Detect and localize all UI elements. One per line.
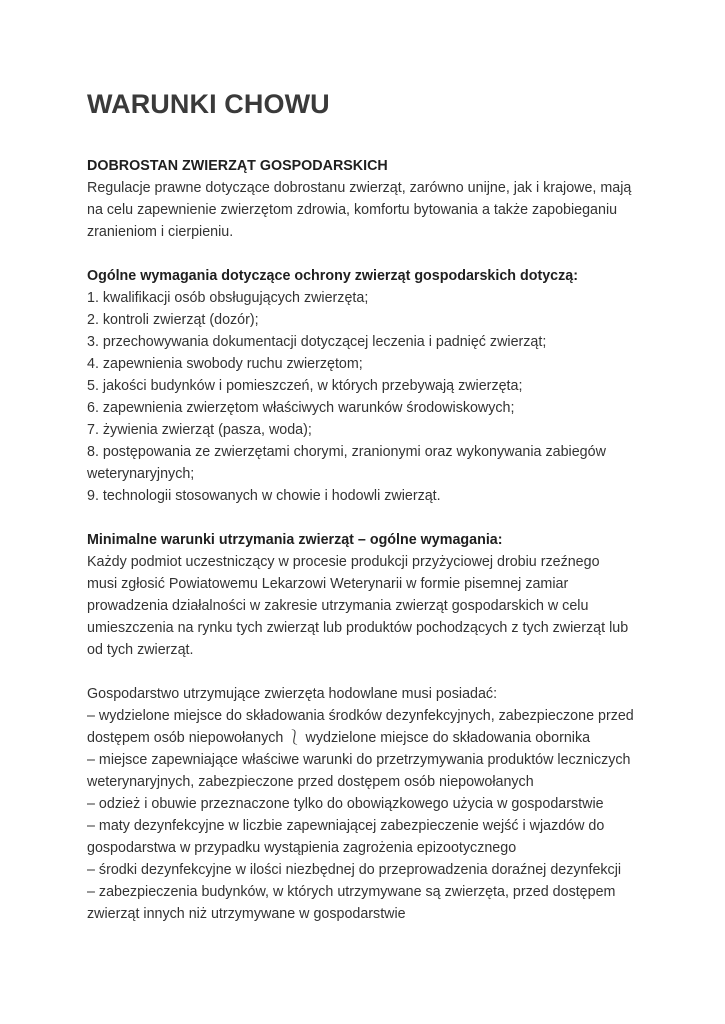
section-general-requirements — [87, 265, 645, 507]
spacer — [87, 243, 645, 265]
list-item: 2. kontroli zwierząt (dozór); — [87, 312, 259, 328]
list-item: – odzież i obuwie przeznaczone tylko do obowiązkowego użycia w gospodarstwie — [87, 796, 604, 812]
list-item: 3. przechowywania dokumentacji dotyczącej leczenia i padnięć zwierząt; — [87, 334, 547, 350]
list-item: weterynaryjnych, zabezpieczone przed dostępem osób niepowołanych — [87, 774, 534, 790]
list-item: dostępem osób niepowołanych ⎱ wydzielone miejsce do składowania obornika — [87, 730, 591, 746]
section-farm-requirements — [87, 683, 645, 925]
section-minimum-conditions — [87, 529, 645, 661]
list-item: 1. kwalifikacji osób obsługujących zwierzęta; — [87, 290, 369, 306]
list-item: – zabezpieczenia budynków, w których utrzymywane są zwierzęta, przed dostępem — [87, 884, 616, 900]
list-item: – miejsce zapewniające właściwe warunki do przetrzymywania produktów leczniczych — [87, 752, 631, 768]
paragraph-line: Regulacje prawne dotyczące dobrostanu zwierząt, zarówno unijne, jak i krajowe, mają — [87, 180, 632, 196]
spacer — [87, 661, 645, 683]
section-heading: DOBROSTAN ZWIERZĄT GOSPODARSKICH — [87, 158, 388, 174]
list-item: – środki dezynfekcyjne w ilości niezbędnej do przeprowadzenia doraźnej dezynfekcji — [87, 862, 622, 878]
section-heading: Minimalne warunki utrzymania zwierząt – ogólne wymagania: — [87, 532, 503, 548]
list-item: zwierząt innych niż utrzymywane w gospodarstwie — [87, 906, 406, 922]
list-item: 9. technologii stosowanych w chowie i hodowli zwierząt. — [87, 488, 441, 504]
list-item: gospodarstwa w przypadku wystąpienia zagrożenia epizootycznego — [87, 840, 517, 856]
paragraph-line: Każdy podmiot uczestniczący w procesie produkcji przyżyciowej drobiu rzeźnego — [87, 554, 600, 570]
list-item: 7. żywienia zwierząt (pasza, woda); — [87, 422, 312, 438]
paragraph-line: prowadzenia działalności w zakresie utrzymania zwierząt gospodarskich w celu — [87, 598, 589, 614]
paragraph-line: na celu zapewnienie zwierzętom zdrowia, komfortu bytowania a także zapobieganiu — [87, 202, 618, 218]
list-item: – maty dezynfekcyjne w liczbie zapewniającej zabezpieczenie wejść i wjazdów do — [87, 818, 605, 834]
paragraph-line: Gospodarstwo utrzymujące zwierzęta hodowlane musi posiadać: — [87, 686, 498, 702]
list-item: – wydzielone miejsce do składowania środków dezynfekcyjnych, zabezpieczone przed — [87, 708, 634, 724]
page-title: WARUNKI CHOWU — [87, 89, 330, 119]
spacer — [87, 507, 645, 529]
list-item: 4. zapewnienia swobody ruchu zwierzętom; — [87, 356, 363, 372]
list-item: 6. zapewnienia zwierzętom właściwych warunków środowiskowych; — [87, 400, 515, 416]
paragraph-line: zranieniom i cierpieniu. — [87, 224, 234, 240]
paragraph-line: umieszczenia na rynku tych zwierząt lub produktów pochodzących z tych zwierząt lub — [87, 620, 629, 636]
list-item: 8. postępowania ze zwierzętami chorymi, zranionymi oraz wykonywania zabiegów — [87, 444, 606, 460]
paragraph-line: od tych zwierząt. — [87, 642, 194, 658]
paragraph-line: musi zgłosić Powiatowemu Lekarzowi Weterynarii w formie pisemnej zamiar — [87, 576, 569, 592]
section-animal-welfare — [87, 155, 645, 243]
list-item: weterynaryjnych; — [87, 466, 195, 482]
list-item: 5. jakości budynków i pomieszczeń, w których przebywają zwierzęta; — [87, 378, 523, 394]
section-heading: Ogólne wymagania dotyczące ochrony zwierząt gospodarskich dotyczą: — [87, 268, 578, 284]
